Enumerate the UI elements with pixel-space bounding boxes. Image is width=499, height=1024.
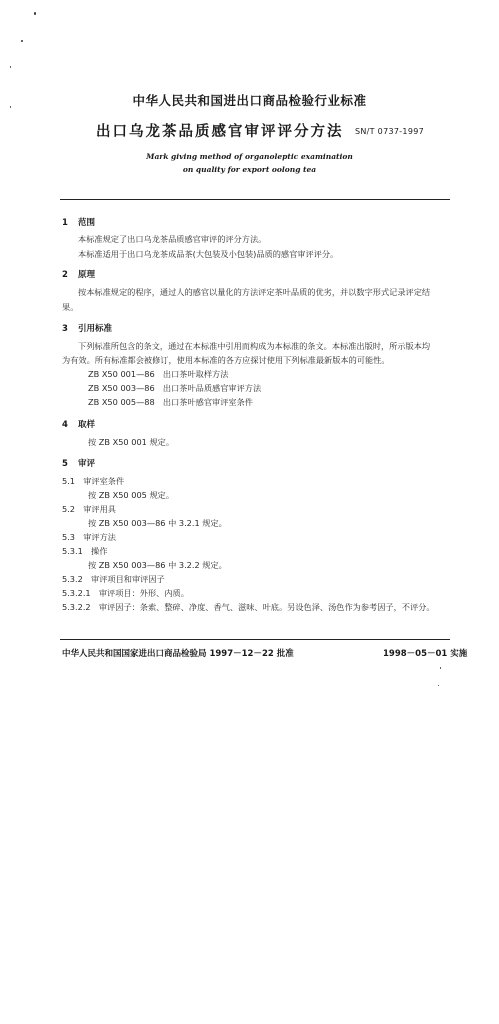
section-number: 4 [62,420,68,430]
section-number: 5 [62,459,68,469]
section-title: 引用标准 [78,324,113,334]
scan-speck [440,667,441,669]
subsection-5-3-2-title: 5.3.2 审评项目和审评因子 [62,574,165,584]
subsection-5-1-text: 按 ZB X50 005 规定。 [88,490,175,500]
scan-speck [21,40,23,42]
subsection-5-2-text: 按 ZB X50 003—86 中 3.2.1 规定。 [88,518,227,528]
scan-speck [438,685,439,686]
standard-code: SN/T 0737-1997 [355,127,424,136]
section-2-heading [62,268,95,280]
reference-standard-3: ZB X50 005—88 出口茶叶感官审评室条件 [88,397,253,407]
effective-date: 1998－05－01 实施 [383,649,468,659]
section-5-heading [62,457,95,469]
footer-divider [60,639,450,640]
section-title: 原理 [78,270,96,280]
subsection-5-3-title: 5.3 审评方法 [62,532,116,542]
section-title: 取样 [78,420,96,430]
subsection-5-3-2-2: 5.3.2.2 审评因子：条索、整碎、净度、香气、滋味、叶底。另设色泽、汤色作为参考因子，不评分。 [62,602,435,612]
document-title: 出口乌龙茶品质感官审评评分方法 [96,124,344,140]
approval-line: 中华人民共和国国家进出口商品检验局 1997－12－22 批准 [62,649,294,659]
subsection-5-3-1-title: 5.3.1 操作 [62,546,108,556]
english-title-line2: on quality for export oolong tea [182,165,317,174]
section-number: 1 [62,218,68,228]
scan-speck [10,66,11,68]
english-title-line1: Mark giving method of organoleptic examination [146,152,353,161]
section-number: 3 [62,324,68,334]
reference-standard-1: ZB X50 001—86 出口茶叶取样方法 [88,369,229,379]
section-3-heading [62,322,112,334]
section-number: 2 [62,270,68,280]
header-divider [60,199,450,200]
reference-standard-2: ZB X50 003—86 出口茶叶品质感官审评方法 [88,383,262,393]
subsection-5-2-title: 5.2 审评用具 [62,504,116,514]
section-1-heading [62,216,95,228]
section-1-paragraph-1: 本标准规定了出口乌龙茶品质感官审评的评分方法。 [78,234,267,244]
section-3-paragraph-line1: 下列标准所包含的条文，通过在本标准中引用而构成为本标准的条文。本标准出版时，所示版本均 [78,341,431,351]
subsection-5-3-1-text: 按 ZB X50 003—86 中 3.2.2 规定。 [88,560,227,570]
section-title: 范围 [78,218,96,228]
section-1-paragraph-2: 本标准适用于出口乌龙茶成品茶(大包装及小包装)品质的感官审评评分。 [78,249,339,259]
issuing-body-heading: 中华人民共和国进出口商品检验行业标准 [132,93,367,108]
section-4-paragraph: 按 ZB X50 001 规定。 [88,437,175,447]
section-4-heading [62,418,95,430]
section-3-paragraph-line2: 为有效。所有标准都会被修订，使用本标准的各方应探讨使用下列标准最新版本的可能性。 [62,355,390,365]
scan-speck [34,12,36,15]
section-2-paragraph-line1: 按本标准规定的程序，通过人的感官以量化的方法评定茶叶品质的优劣，并以数字形式记录评定结 [78,287,431,297]
subsection-5-1-title: 5.1 审评室条件 [62,476,125,486]
section-title: 审评 [78,459,96,469]
subsection-5-3-2-1: 5.3.2.1 审评项目：外形、内质。 [62,588,189,598]
section-2-paragraph-line2: 果。 [62,302,79,312]
